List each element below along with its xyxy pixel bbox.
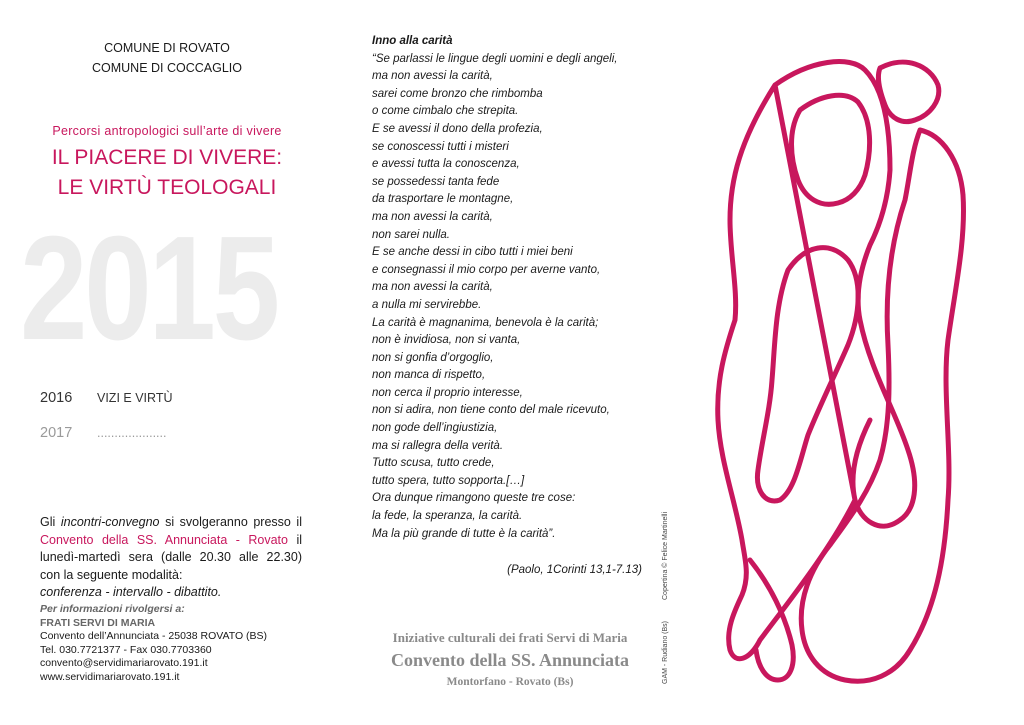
poem-line: o come cimbalo che strepita. bbox=[372, 105, 519, 118]
big-year-watermark: 2015 bbox=[20, 206, 277, 371]
printer-credit: GAM - Rudiano (Bs) bbox=[662, 620, 669, 684]
poem-line: non sarei nulla. bbox=[372, 228, 450, 241]
poem-line: ma non avessi la carità, bbox=[372, 281, 493, 294]
poem-line: Ora dunque rimangono queste tre cose: bbox=[372, 492, 576, 505]
poem-line: se conoscessi tutti i misteri bbox=[372, 140, 509, 153]
poem-line: Tutto scusa, tutto crede, bbox=[372, 457, 495, 470]
poem-line: non si gonfia d’orgoglio, bbox=[372, 351, 494, 364]
upcoming-year: 2016 bbox=[40, 390, 73, 406]
contact-block bbox=[40, 603, 267, 684]
poem-line: non manca di rispetto, bbox=[372, 369, 486, 382]
poem-line: Ma la più grande di tutte è la carità”. bbox=[372, 527, 556, 540]
poem-line: a nulla mi servirebbe. bbox=[372, 298, 482, 311]
poem-line: E se avessi il dono della profezia, bbox=[372, 122, 543, 135]
poem-line: se possedessi tanta fede bbox=[372, 175, 500, 188]
poem-line: La carità è magnanima, benevola è la carità; bbox=[372, 316, 599, 329]
poem-line: la fede, la speranza, la carità. bbox=[372, 510, 523, 523]
upcoming-label: .................... bbox=[97, 426, 167, 440]
contact-heading: Per informazioni rivolgersi a: bbox=[40, 603, 185, 615]
poem-line: “Se parlassi le lingue degli uomini e degli angeli, bbox=[372, 52, 618, 65]
poem-line: da trasportare le montagne, bbox=[372, 193, 514, 206]
poem bbox=[372, 33, 652, 543]
poem-line: ma si rallegra della verità. bbox=[372, 439, 504, 452]
meeting-info bbox=[40, 514, 302, 602]
poem-title: Inno alla carità bbox=[372, 35, 453, 47]
contact-website[interactable]: www.servidimariarovato.191.it bbox=[40, 670, 180, 683]
line-art-illustration bbox=[680, 40, 980, 700]
info-text: si svolgeranno presso il bbox=[159, 515, 302, 529]
main-title-line-2: LE VIRTÙ TEOLOGALI bbox=[57, 176, 277, 199]
upcoming-row-2016 bbox=[40, 389, 172, 406]
poem-line: E se anche dessi in cibo tutti i miei beni bbox=[372, 246, 573, 259]
venue-name: Convento della SS. Annunciata - Rovato bbox=[40, 532, 288, 547]
poem-line: e consegnassi il mio corpo per averne vanto, bbox=[372, 263, 601, 276]
upcoming-row-2017 bbox=[40, 424, 166, 441]
poem-line: non si adira, non tiene conto del male ricevuto, bbox=[372, 404, 610, 417]
poem-line: non gode dell’ingiustizia, bbox=[372, 422, 498, 435]
poem-line: sarei come bronzo che rimbomba bbox=[372, 87, 543, 100]
main-title-line-1: IL PIACERE DI VIVERE: bbox=[51, 146, 283, 169]
comune-coccaglio: COMUNE DI COCCAGLIO bbox=[91, 61, 242, 75]
poem-line: tutto spera, tutto sopporta.[…] bbox=[372, 474, 525, 487]
poem-line: e avessi tutta la conoscenza, bbox=[372, 158, 520, 171]
cover-credit: Copertina © Felice Martinelli bbox=[662, 511, 669, 600]
info-text: il lunedì-martedì sera (dalle 20.30 alle 22.30) con la seguente modalità: bbox=[40, 532, 302, 582]
info-emphasis: incontri-convegno bbox=[60, 515, 160, 529]
format-description: conferenza - intervallo - dibattito. bbox=[40, 585, 222, 599]
footer-initiative: Iniziative culturali dei frati Servi di Maria bbox=[392, 630, 628, 645]
poem-lines bbox=[372, 51, 652, 544]
poem-line: ma non avessi la carità, bbox=[372, 210, 493, 223]
contact-address: Convento dell’Annunciata - 25038 ROVATO (BS) bbox=[40, 630, 268, 642]
contact-email[interactable]: convento@servidimariarovato.191.it bbox=[40, 657, 208, 669]
upcoming-label: VIZI E VIRTÙ bbox=[97, 391, 173, 405]
series-title: Percorsi antropologici sull’arte di vivere bbox=[52, 124, 282, 138]
poem-line: non cerca il proprio interesse, bbox=[372, 386, 523, 399]
footer-location: Montorfano - Rovato (Bs) bbox=[446, 676, 574, 688]
poem-line: ma non avessi la carità, bbox=[372, 70, 493, 83]
contact-org: FRATI SERVI DI MARIA bbox=[40, 616, 156, 629]
info-text: Gli bbox=[40, 515, 61, 529]
upcoming-year: 2017 bbox=[40, 425, 73, 441]
poem-line: non è invidiosa, non si vanta, bbox=[372, 334, 521, 347]
footer-convent: Convento della SS. Annunciata bbox=[390, 650, 630, 670]
poem-reference: (Paolo, 1Corinti 13,1-7.13) bbox=[507, 564, 642, 576]
comune-rovato: COMUNE DI ROVATO bbox=[104, 41, 230, 55]
contact-phone: Tel. 030.7721377 - Fax 030.7703360 bbox=[40, 643, 212, 656]
